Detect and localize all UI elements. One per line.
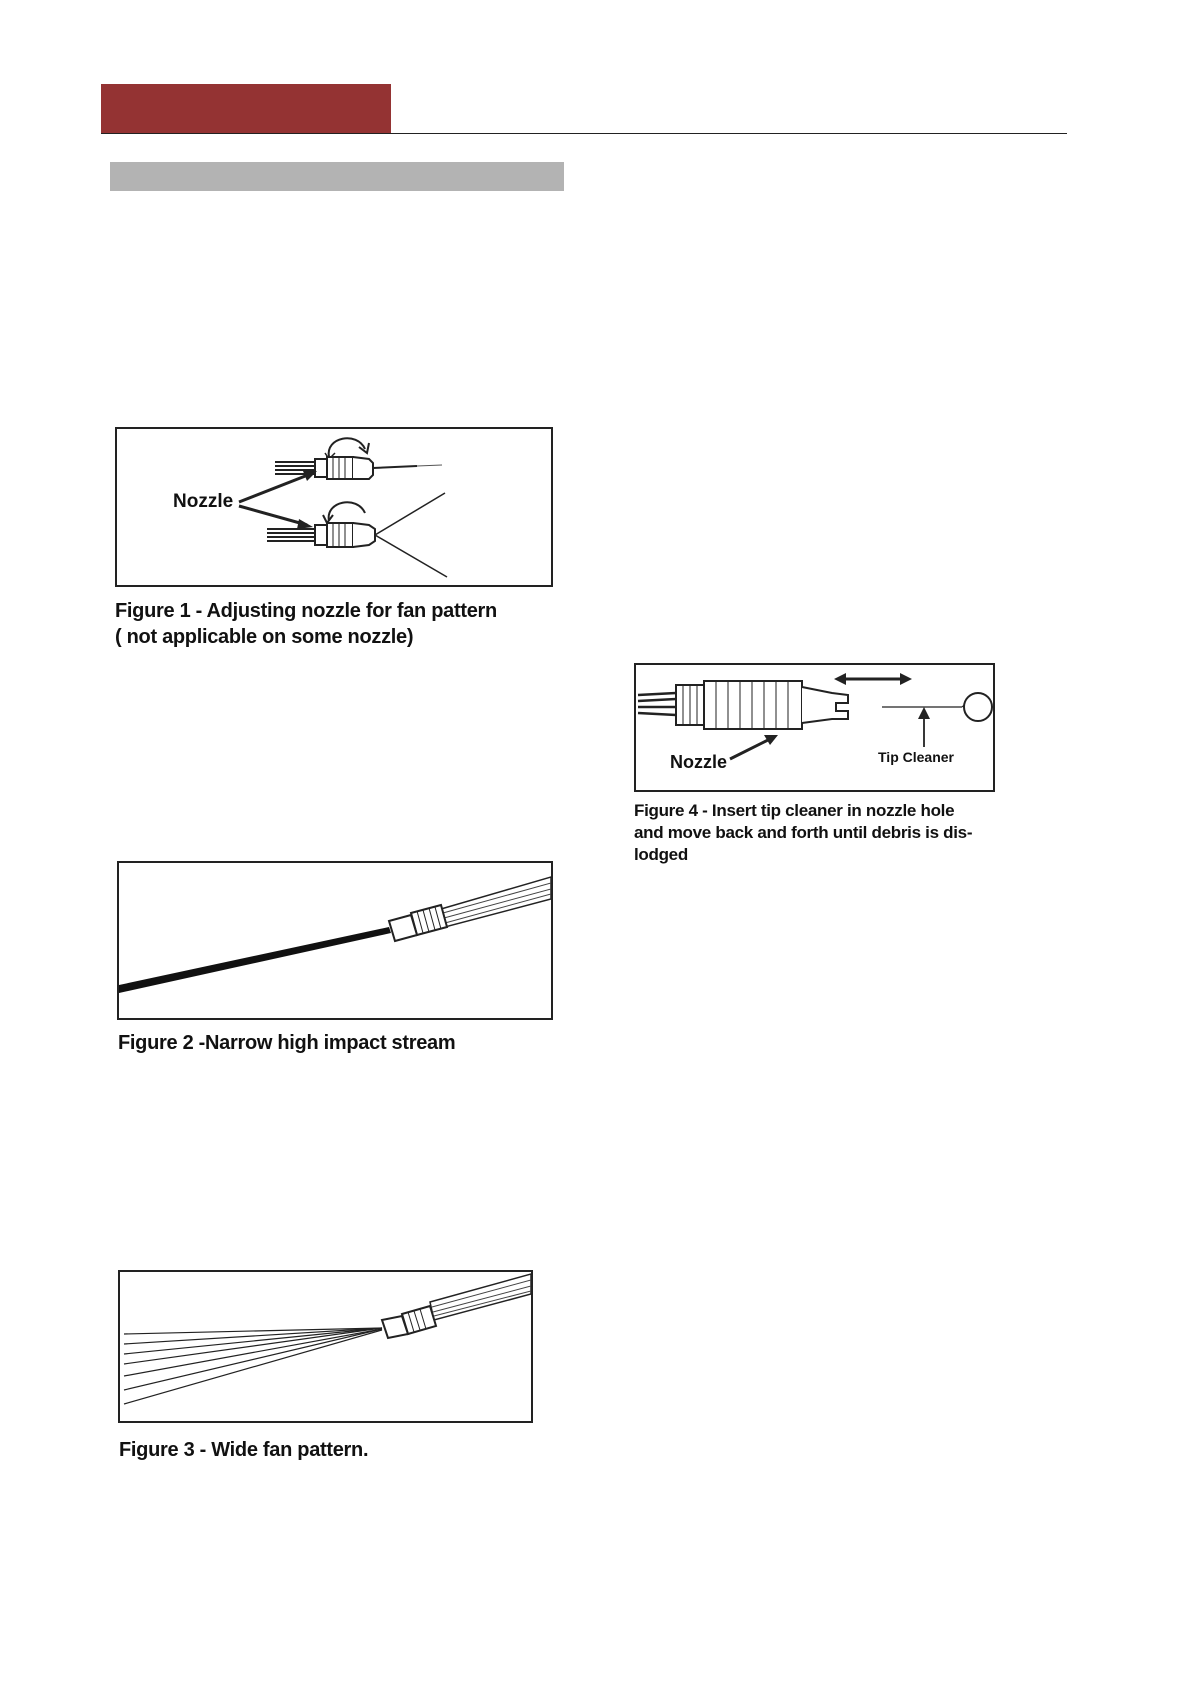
figure-2-narrow-stream	[117, 861, 553, 1020]
figure-1-caption	[115, 598, 575, 650]
figure-4-tip-cleaner-label: Tip Cleaner	[878, 749, 954, 765]
figure-1-caption-line1: Figure 1 - Adjusting nozzle for fan pattern	[115, 600, 497, 622]
figure-4-caption-line2: and move back and forth until debris is dis-	[634, 823, 973, 842]
figure-3-wide-fan	[118, 1270, 533, 1423]
figure-4-caption	[634, 800, 1004, 866]
figure-4-tip-cleaner	[634, 663, 995, 792]
section-heading-bar	[110, 162, 564, 191]
figure-1-caption-line2: ( not applicable on some nozzle)	[115, 626, 414, 648]
figure-1-nozzle-label: Nozzle	[173, 491, 234, 512]
figure-1-nozzle-adjust	[115, 427, 553, 587]
figure-4-caption-line3: lodged	[634, 845, 688, 864]
figure-2-caption: Figure 2 -Narrow high impact stream	[118, 1032, 456, 1054]
header-accent-block	[101, 84, 391, 134]
figure-4-nozzle-label: Nozzle	[670, 752, 728, 772]
figure-3-caption: Figure 3 - Wide fan pattern.	[119, 1439, 369, 1461]
header-rule	[101, 133, 1067, 134]
figure-3-illustration	[120, 1272, 531, 1421]
figure-2-illustration	[119, 863, 551, 1018]
figure-4-caption-line1: Figure 4 - Insert tip cleaner in nozzle hole	[634, 801, 955, 820]
